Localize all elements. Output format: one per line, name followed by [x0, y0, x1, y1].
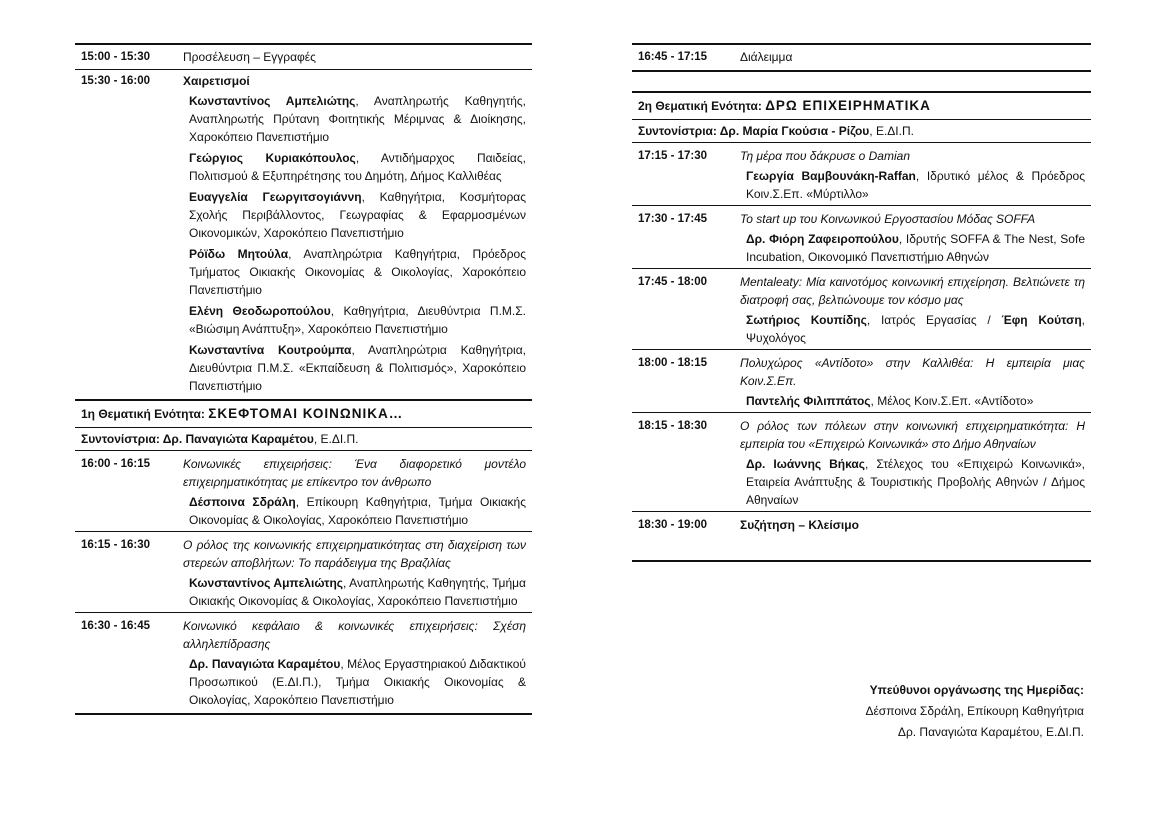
program-right-column: [632, 43, 1091, 562]
divider: [632, 412, 1091, 413]
speaker: [189, 188, 532, 242]
moderator-rest: , Ε.ΔΙ.Π.: [313, 432, 359, 446]
schedule-row: [75, 72, 532, 90]
talk-title: Ο ρόλος των πόλεων στην κοινωνική επιχειρηματικότητα: Η εμπειρία του «Επιχειρώ Κοινωνικά» στο Δήμο Αθηναίων: [740, 419, 1085, 451]
speaker: [189, 574, 532, 610]
speaker: [189, 493, 532, 529]
moderator-rest: , Ε.ΔΙ.Π.: [869, 124, 914, 138]
schedule-row: [632, 516, 1091, 534]
speaker-name: Γεώργιος Κυριακόπουλος: [189, 151, 356, 165]
organizers-block: [865, 680, 1084, 743]
time-slot: 17:45 - 18:00: [638, 276, 708, 288]
speaker-role: , Μέλος Εργαστηριακού Διδακτικού Προσωπικού (Ε.ΔΙ.Π.), Τμήμα Οικιακής Οικονομίας & Οικολογίας, Χαροκόπειο Πανεπιστήμιο: [189, 657, 526, 707]
divider: [632, 70, 1091, 72]
section-heading: [632, 93, 1091, 119]
divider: [75, 612, 532, 613]
speaker-name: Γεωργία Βαμβουνάκη-Raffan: [746, 169, 916, 183]
speaker: [189, 149, 532, 185]
time-slot: 15:00 - 15:30: [81, 51, 151, 63]
moderator-label: Συντονίστρια: Δρ. Παναγιώτα Καραμέτου: [81, 432, 314, 446]
talk-title: Το start up του Κοινωνικού Εργοστασίου Μόδας SOFFA: [740, 212, 1036, 226]
session-title: Προσέλευση – Εγγραφές: [183, 50, 316, 64]
divider: [632, 142, 1091, 143]
schedule-row: [632, 273, 1091, 309]
speaker-name: Κωνσταντίνος Αμπελιώτης: [189, 94, 356, 108]
schedule-row: [632, 417, 1091, 453]
speaker-name: Δρ. Παναγιώτα Καραμέτου: [189, 657, 341, 671]
speaker-role: , Αντιδήμαρχος Παιδείας, Πολιτισμού & Εξυπηρέτησης του Δημότη, Δήμος Καλλιθέας: [189, 151, 526, 183]
speaker: [746, 311, 1091, 347]
session-title: Διάλειμμα: [740, 50, 793, 64]
divider: [632, 205, 1091, 206]
speaker: [746, 167, 1091, 203]
talk-title: Ο ρόλος της κοινωνικής επιχειρηματικότητας στη διαχείριση των στερεών αποβλήτων: Το παράδειγμα της Βραζιλίας: [183, 538, 526, 570]
speaker: [189, 341, 532, 395]
speaker: [746, 230, 1091, 266]
moderator-label: Συντονίστρια: Δρ. Μαρία Γκούσια - Ρίζου: [638, 124, 870, 138]
time-slot: 16:45 - 17:15: [638, 51, 708, 63]
time-slot: 17:30 - 17:45: [638, 213, 708, 225]
time-slot: 18:00 - 18:15: [638, 357, 708, 369]
schedule-row: [75, 536, 532, 572]
time-slot: 18:30 - 19:00: [638, 519, 708, 531]
speaker: [746, 392, 1091, 410]
session-title: Χαιρετισμοί: [183, 74, 250, 88]
schedule-row: [632, 147, 1091, 165]
speaker-role: , Αναπληρωτής Καθηγητής, Αναπληρωτής Πρύτανη Φοιτητικής Μέριμνας & Διοίκησης, Χαροκόπειο Πανεπιστήμιο: [189, 94, 526, 144]
speaker-name: Σωτήριος Κουπίδης: [746, 313, 867, 327]
schedule-row: [632, 210, 1091, 228]
section-prefix: 1η Θεματική Ενότητα:: [81, 407, 209, 421]
talk-title: Κοινωνικές επιχειρήσεις: Ένα διαφορετικό μοντέλο επιχειρηματικότητας με επίκεντρο τον άνθρωπο: [183, 457, 526, 489]
talk-title: Πολυχώρος «Αντίδοτο» στην Καλλιθέα: Η εμπειρία μιας Κοιν.Σ.Επ.: [740, 356, 1085, 388]
time-slot: 18:15 - 18:30: [638, 420, 708, 432]
speaker-role: , Αναπληρωτής Καθηγητής, Τμήμα Οικιακής Οικονομίας & Οικολογίας, Χαροκόπειο Πανεπιστήμιο: [189, 576, 526, 608]
section-prefix: 2η Θεματική Ενότητα:: [638, 99, 766, 113]
speaker-role: , Αναπληρώτρια Καθηγήτρια, Πρόεδρος Τμήματος Οικιακής Οικονομίας & Οικολογίας, Χαροκόπειο Πανεπιστήμιο: [189, 247, 526, 297]
speaker-role: , Στέλεχος του «Επιχειρώ Κοινωνικά», Εταιρεία Ανάπτυξης & Τουριστικής Προβολής Αθηνών / Δήμος Αθηναίων: [746, 457, 1085, 507]
time-slot: 16:00 - 16:15: [81, 458, 151, 470]
speaker-role: , Ιδρυτικό μέλος & Πρόεδρος Κοιν.Σ.Επ. «Μύρτιλλο»: [746, 169, 1085, 201]
moderator: [632, 120, 1091, 142]
speaker-role: , Καθηγήτρια, Διευθύντρια Π.Μ.Σ. «Βιώσιμη Ανάπτυξη», Χαροκόπειο Πανεπιστήμιο: [189, 304, 526, 336]
speaker-name: Δρ. Φιόρη Ζαφειροπούλου: [746, 232, 899, 246]
time-slot: 16:30 - 16:45: [81, 620, 151, 632]
speaker-name: Ελένη Θεοδωροπούλου: [189, 304, 331, 318]
speaker-role: , Ιατρός Εργασίας /: [866, 313, 1002, 327]
talk-title: Mentaleaty: Μία καινοτόμος κοινωνική επιχείρηση. Βελτιώνετε τη διατροφή σας, βελτιώνουμε τον κόσμο μας: [740, 275, 1085, 307]
speaker-name: Κωνσταντίνος Αμπελιώτης: [189, 576, 344, 590]
section-title: ΔΡΩ ΕΠΙΧΕΙΡΗΜΑΤΙΚΑ: [765, 98, 931, 113]
speaker: [189, 245, 532, 299]
divider: [75, 69, 532, 70]
time-slot: 15:30 - 16:00: [81, 75, 151, 87]
time-slot: 16:15 - 16:30: [81, 539, 151, 551]
speaker: [189, 92, 532, 146]
schedule-row: [632, 354, 1091, 390]
schedule-row: [632, 48, 1091, 66]
speaker: [746, 455, 1091, 509]
speaker-role: , Μέλος Κοιν.Σ.Επ. «Αντίδοτο»: [870, 394, 1034, 408]
time-slot: 17:15 - 17:30: [638, 150, 708, 162]
divider: [632, 349, 1091, 350]
speaker-role: , Ψυχολόγος: [746, 313, 1086, 345]
speaker-name: Έφη Κούτση: [1001, 313, 1082, 327]
divider: [632, 268, 1091, 269]
program-left-column: [75, 43, 532, 715]
talk-title: Κοινωνικό κεφάλαιο & κοινωνικές επιχειρήσεις: Σχέση αλληλεπίδρασης: [183, 619, 526, 651]
schedule-row: [75, 617, 532, 653]
speaker-name: Δέσποινα Σδράλη: [189, 495, 296, 509]
speaker-role: , Αναπληρώτρια Καθηγήτρια, Διευθύντρια Π.Μ.Σ. «Εκπαίδευση & Πολιτισμός», Χαροκόπειο Πανεπιστήμιο: [189, 343, 526, 393]
divider: [75, 713, 532, 715]
speaker-name: Παντελής Φιλιππάτος: [746, 394, 871, 408]
talk-title: Τη μέρα που δάκρυσε ο Damian: [740, 149, 910, 163]
schedule-row: [75, 455, 532, 491]
divider: [632, 560, 1091, 562]
divider: [75, 43, 532, 45]
speaker-name: Δρ. Ιωάννης Βήκας: [746, 457, 866, 471]
organizers-heading: Υπεύθυνοι οργάνωσης της Ημερίδας:: [869, 683, 1084, 697]
divider: [632, 43, 1091, 45]
speaker: [189, 302, 532, 338]
moderator: [75, 428, 532, 450]
schedule-row: [75, 48, 532, 66]
speaker-name: Κωνσταντίνα Κουτρούμπα: [189, 343, 352, 357]
organizer-line: Δρ. Παναγιώτα Καραμέτου, Ε.ΔΙ.Π.: [897, 725, 1084, 739]
speaker-name: Ρόϊδω Μητούλα: [189, 247, 289, 261]
divider: [632, 511, 1091, 512]
session-title: Συζήτηση – Κλείσιμο: [740, 518, 859, 532]
speaker-role: , Ιδρυτής SOFFA & The Nest, Sofe Incubation, Οικονομικό Πανεπιστήμιο Αθηνών: [746, 232, 1085, 264]
speaker-name: Ευαγγελία Γεωργιτσογιάννη: [189, 190, 362, 204]
speaker-role: , Επίκουρη Καθηγήτρια, Τμήμα Οικιακής Οικονομίας & Οικολογίας, Χαροκόπειο Πανεπιστήμιο: [189, 495, 527, 527]
organizer-line: Δέσποινα Σδράλη, Επίκουρη Καθηγήτρια: [865, 704, 1084, 718]
section-heading: [75, 401, 532, 427]
section-title: ΣΚΕΦΤΟΜΑΙ ΚΟΙΝΩΝΙΚΑ…: [208, 406, 404, 421]
speaker: [189, 655, 532, 709]
divider: [75, 450, 532, 451]
divider: [75, 531, 532, 532]
speaker-role: , Καθηγήτρια, Κοσμήτορας Σχολής Περιβάλλοντος, Γεωγραφίας & Εφαρμοσμένων Οικονομικών, Χαροκόπειο Πανεπιστήμιο: [189, 190, 526, 240]
